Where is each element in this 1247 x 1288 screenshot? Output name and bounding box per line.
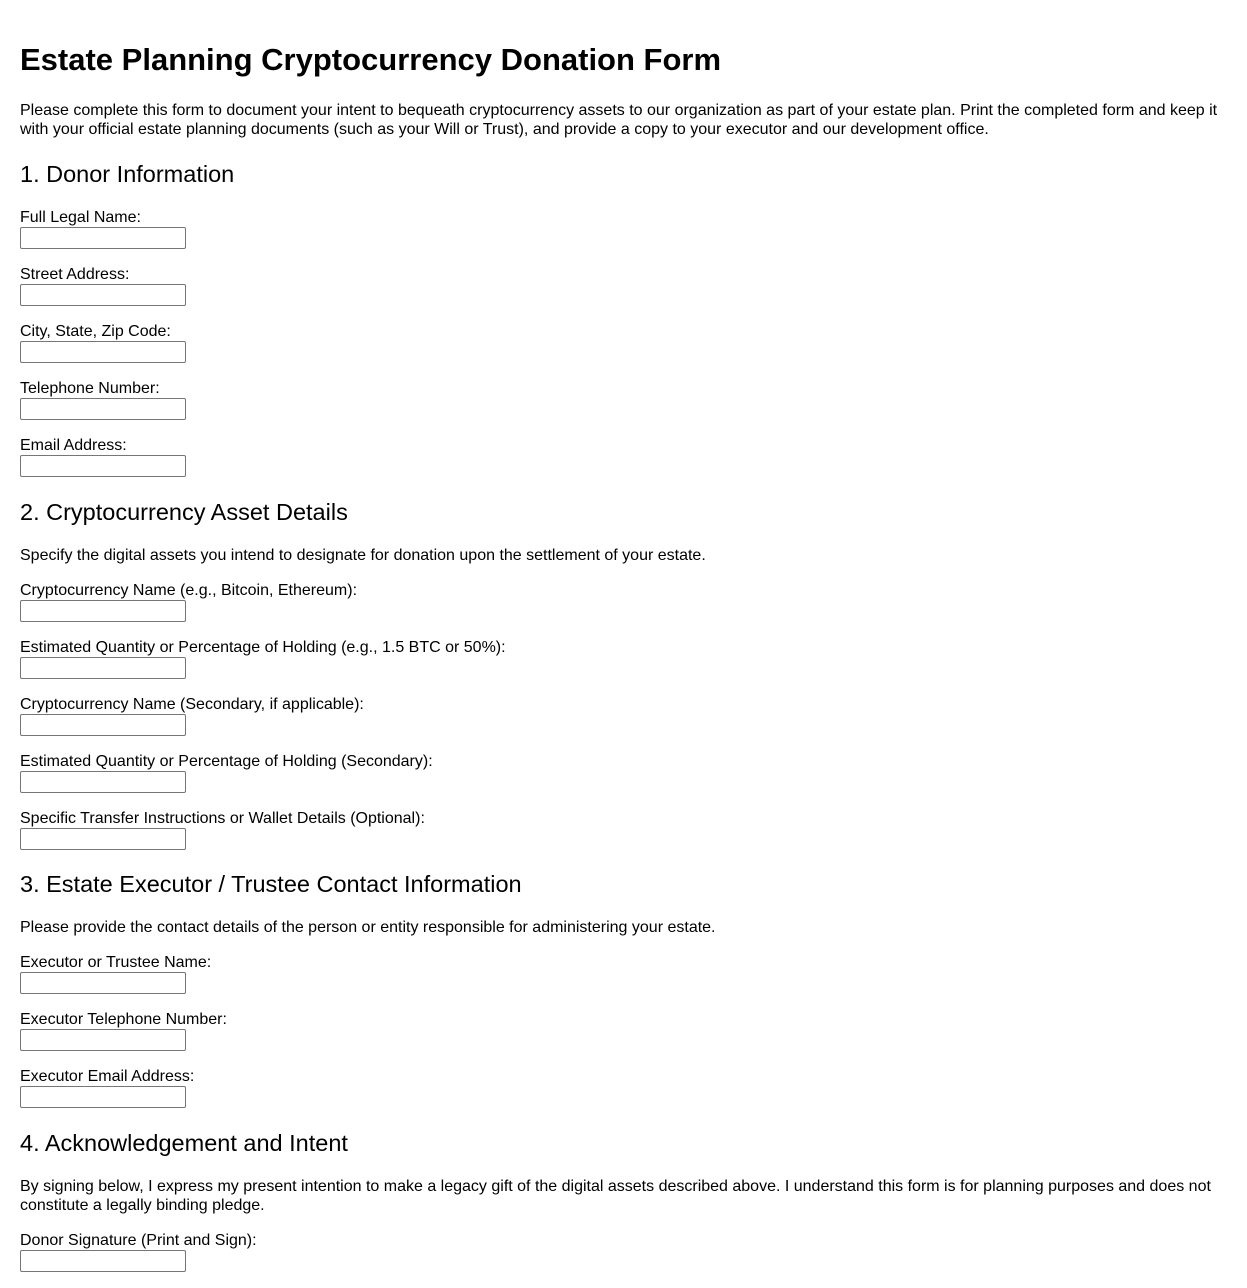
- crypto-name-input[interactable]: [20, 600, 186, 622]
- field-label-telephone-number: Telephone Number:: [20, 380, 160, 397]
- field-label-crypto-name-secondary: Cryptocurrency Name (Secondary, if applicable):: [20, 696, 364, 713]
- section-heading-acknowledgement: 4. Acknowledgement and Intent: [20, 1130, 348, 1156]
- field-label-executor-email: Executor Email Address:: [20, 1068, 195, 1085]
- donor-signature-input[interactable]: [20, 1250, 186, 1272]
- transfer-instructions-input[interactable]: [20, 828, 186, 850]
- section-heading-donor-information: 1. Donor Information: [20, 161, 235, 187]
- section-description-executor-contact: Please provide the contact details of the person or entity responsible for administering your estate.: [20, 919, 716, 936]
- section-heading-crypto-asset-details: 2. Cryptocurrency Asset Details: [20, 499, 348, 525]
- section-description-crypto-asset-details: Specify the digital assets you intend to designate for donation upon the settlement of your estate.: [20, 547, 706, 564]
- field-label-street-address: Street Address:: [20, 266, 130, 283]
- estimated-quantity-input[interactable]: [20, 657, 186, 679]
- field-label-donor-signature: Donor Signature (Print and Sign):: [20, 1232, 257, 1249]
- section-description-acknowledgement: By signing below, I express my present intention to make a legacy gift of the digital assets described above. I understand this form is for planning purposes and does not constitute a legally binding pledge.: [20, 1178, 1211, 1214]
- field-label-full-legal-name: Full Legal Name:: [20, 209, 141, 226]
- executor-telephone-input[interactable]: [20, 1029, 186, 1051]
- intro-text: Please complete this form to document your intent to bequeath cryptocurrency assets to our organization as part of your estate plan. Print the completed form and keep it with your official estate planning documents (such as your Will or Trust), and provide a copy to your executor and our development office.: [20, 102, 1218, 138]
- field-label-executor-name: Executor or Trustee Name:: [20, 954, 212, 971]
- page-title: Estate Planning Cryptocurrency Donation Form: [20, 42, 722, 77]
- email-address-input[interactable]: [20, 455, 186, 477]
- crypto-name-secondary-input[interactable]: [20, 714, 186, 736]
- telephone-number-input[interactable]: [20, 398, 186, 420]
- executor-name-input[interactable]: [20, 972, 186, 994]
- section-heading-executor-contact: 3. Estate Executor / Trustee Contact Information: [20, 871, 522, 897]
- field-label-transfer-instructions: Specific Transfer Instructions or Wallet Details (Optional):: [20, 810, 425, 827]
- field-label-email-address: Email Address:: [20, 437, 127, 454]
- street-address-input[interactable]: [20, 284, 186, 306]
- city-state-zip-input[interactable]: [20, 341, 186, 363]
- executor-email-input[interactable]: [20, 1086, 186, 1108]
- field-label-estimated-quantity-secondary: Estimated Quantity or Percentage of Holding (Secondary):: [20, 753, 433, 770]
- estimated-quantity-secondary-input[interactable]: [20, 771, 186, 793]
- field-label-executor-telephone: Executor Telephone Number:: [20, 1011, 227, 1028]
- field-label-crypto-name: Cryptocurrency Name (e.g., Bitcoin, Ethereum):: [20, 582, 358, 599]
- field-label-city-state-zip: City, State, Zip Code:: [20, 323, 171, 340]
- full-legal-name-input[interactable]: [20, 227, 186, 249]
- field-label-estimated-quantity: Estimated Quantity or Percentage of Holding (e.g., 1.5 BTC or 50%):: [20, 639, 506, 656]
